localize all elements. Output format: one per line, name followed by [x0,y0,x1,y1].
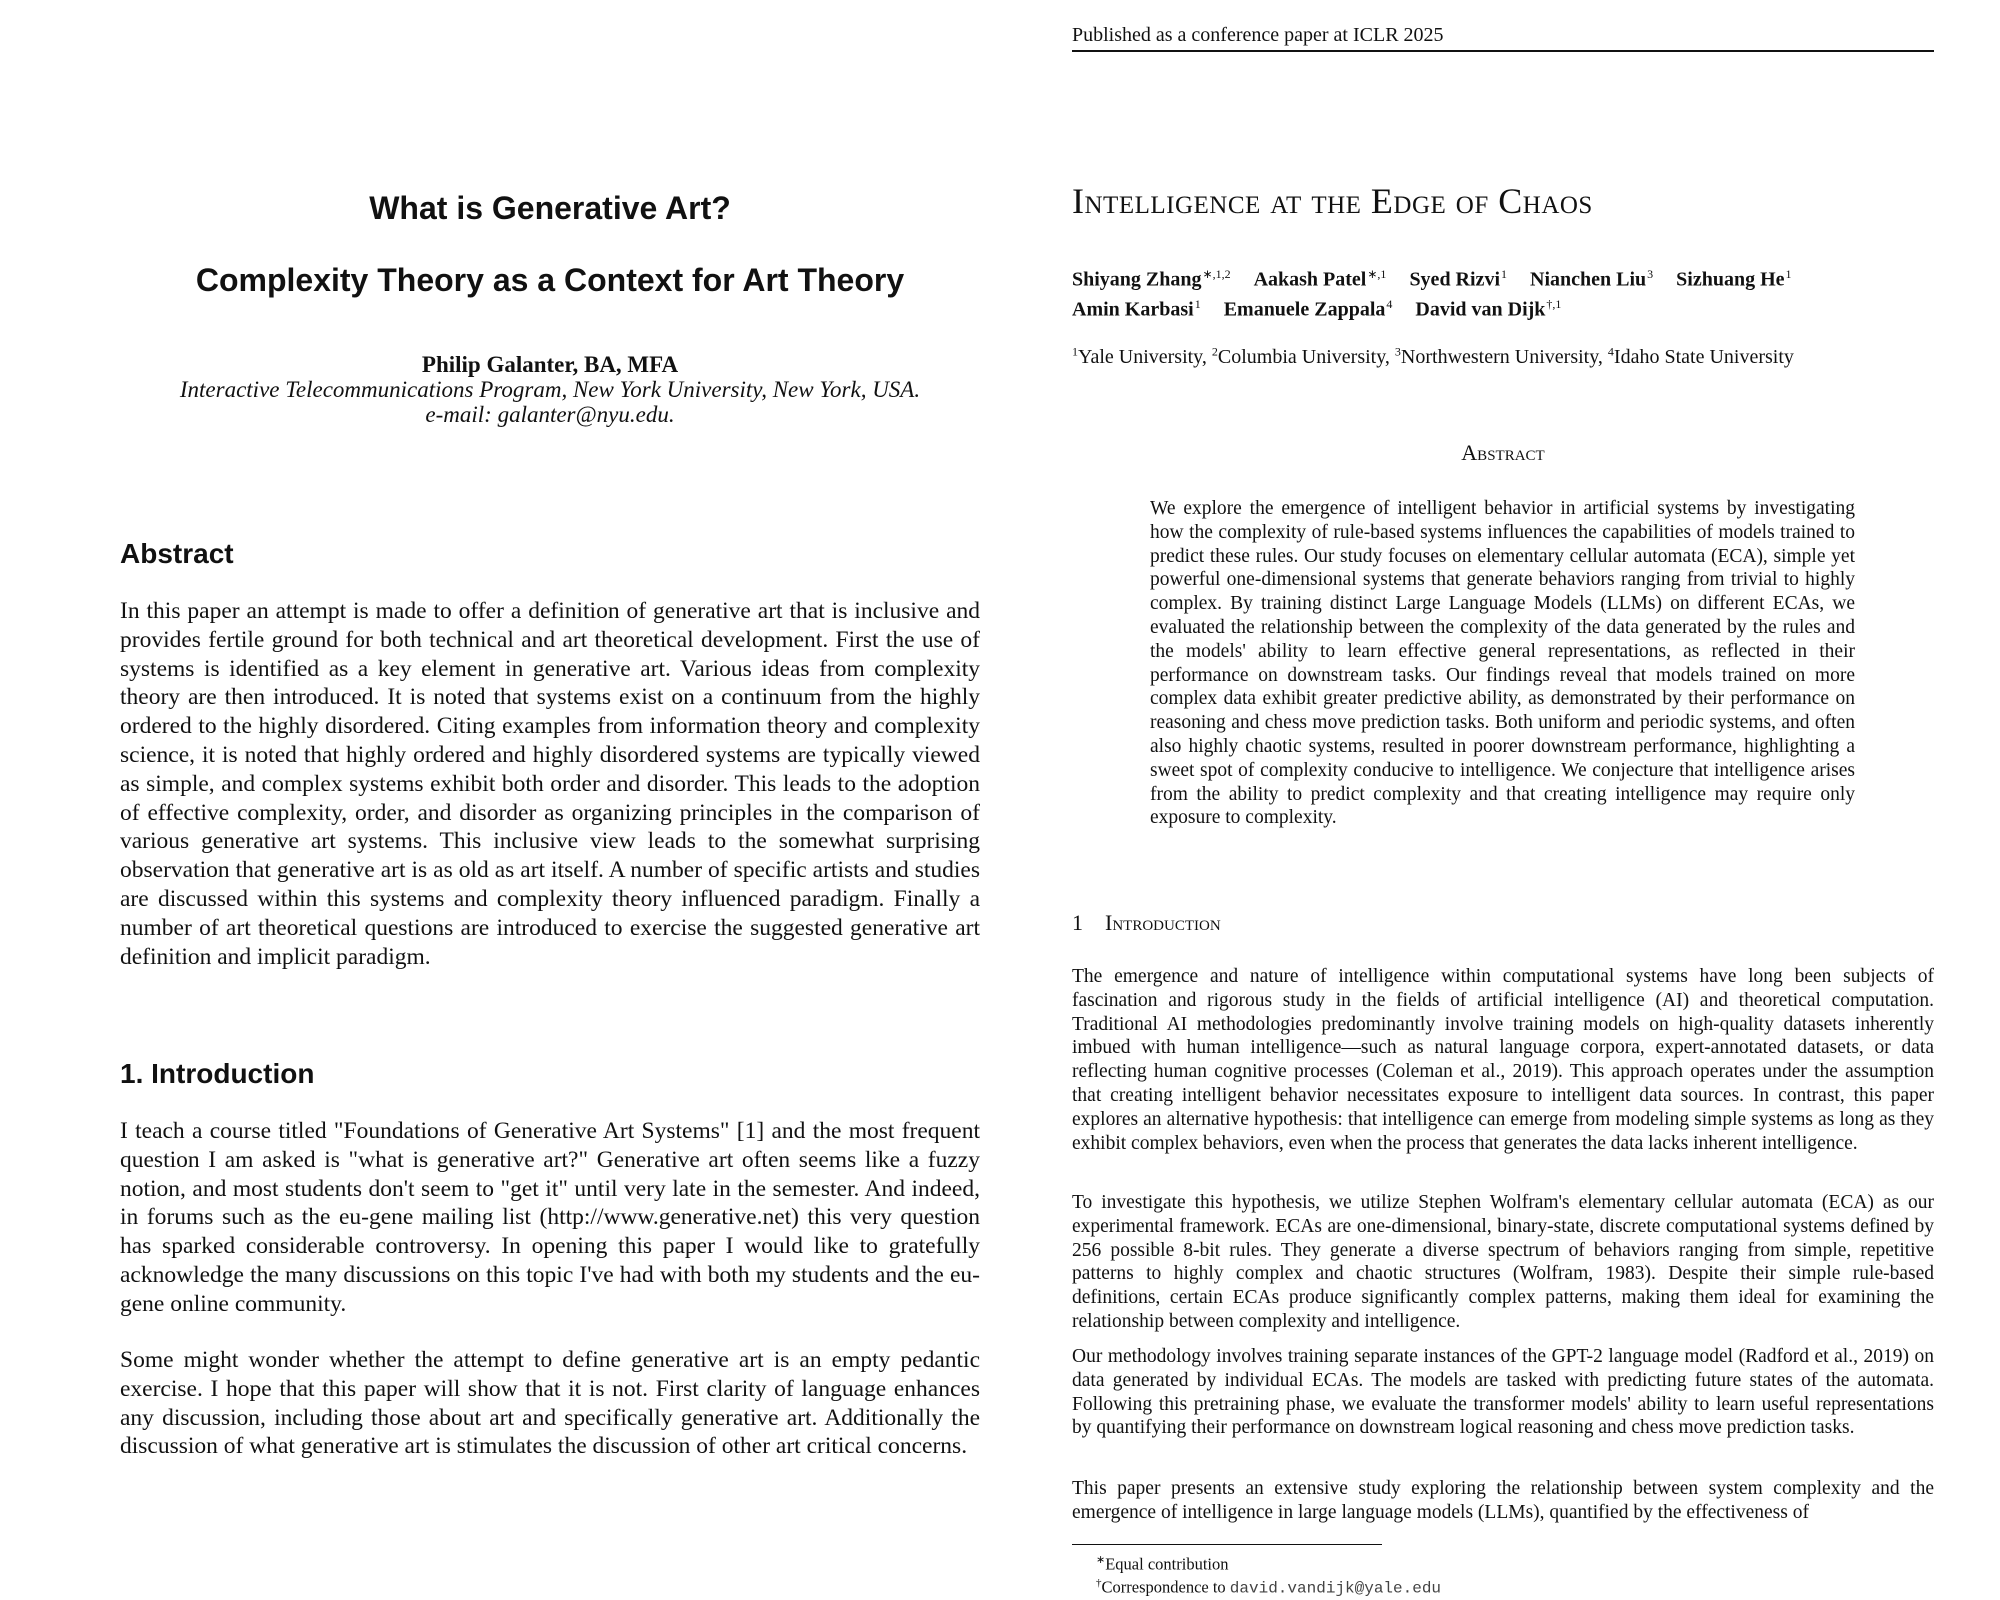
footnote-mark: ∗ [1096,1554,1106,1566]
author-mark: ∗,1 [1367,267,1387,281]
affiliation-mark: 1 [1072,344,1078,358]
right-abstract-text: We explore the emergence of intelligent behavior in artificial systems by investigating how the complexity of rule-based systems influences the capabilities of models trained to predict these rules. Our study focuses on elementary cellular automata (ECA), simple yet powerful one-dimensional systems that generate behaviors ranging from trivial to highly complex. By training distinct Large Language Models (LLMs) on different ECAs, we evaluated the relationship between the complexity of the data generated by the rules and the models' ability to learn effective general representations, as reflected in their performance on downstream tasks. Our findings reveal that models trained on more complex data exhibit greater predictive ability, as demonstrated by their performance on reasoning and chess move prediction tasks. Both uniform and periodic systems, and often also highly chaotic systems, resulted in poorer downstream performance, highlighting a sweet spot of complexity conducive to intelligence. We conjecture that intelligence arises from the ability to predict complexity and that creating intelligence may require only exposure to complexity. [1150,498,1855,829]
author [1530,262,1653,292]
left-paper-subtitle: Complexity Theory as a Context for Art Theory [195,262,905,298]
affiliation [1395,346,1603,368]
correspondence-email: david.vandijk@yale.edu [1229,1579,1442,1598]
section-title: Introduction [1105,910,1221,935]
left-paper-author: Philip Galanter, BA, MFA [421,352,679,377]
affiliation-name: Yale University, [1078,345,1207,368]
author [1415,292,1561,322]
right-intro-paragraph-3: Our methodology involves training separate instances of the GPT-2 language model (Radford et al., 2019) on data generated by individual ECAs. The models are tasked with predicting future states of the automata. Following this pretraining phase, we evaluate the transformer models' ability to learn useful representations by quantifying their performance on downstream logical reasoning and chess move prediction tasks. [1072,1346,1934,1439]
left-abstract-heading: Abstract [120,538,234,569]
author [1254,262,1387,292]
section-number: 1 [1072,910,1083,935]
author-name: Syed Rizvi [1409,268,1500,291]
author [1676,262,1791,292]
left-paper-affiliation: Interactive Telecommunications Program, New York University, New York, USA. [179,377,921,402]
left-intro-paragraph-2: Some might wonder whether the attempt to define generative art is an empty pedantic exercise. I hope that this paper will show that it is not. First clarity of language enhances any discussion, including those about art and specifically generative art. Additionally the discussion of what generative art is stimulates the discussion of other art critical concerns. [120,1347,980,1460]
left-intro-paragraph-1: I teach a course titled "Foundations of Generative Art Systems" [1] and the most frequent question I am asked is "what is generative art?" Generative art often seems like a fuzzy notion, and most students don't seem to "get it" until very late in the semester. And indeed, in forums such as the eu-gene mailing list (http://www.generative.net) this very question has sparked considerable controversy. In opening this paper I would like to gratefully acknowledge the many discussions on this topic I've had with both my students and the eu-gene online community. [120,1118,980,1317]
footnote-divider [1072,1544,1382,1545]
right-intro-heading [1072,910,1221,936]
author-mark: 1 [1785,267,1792,281]
author-name: David van Dijk [1415,298,1546,321]
right-intro-paragraph-4: This paper presents an extensive study exploring the relationship between system complexity and the emergence of intelligence in large language models (LLMs), quantified by the effectiveness of [1072,1478,1934,1523]
footnote-mark: † [1096,1577,1102,1589]
affiliation [1212,346,1390,368]
affiliations [1072,344,1794,369]
author-mark: 3 [1647,267,1654,281]
author-name: Sizhuang He [1676,268,1785,291]
footnote-correspondence [1096,1572,1441,1600]
author-mark: ∗,1,2 [1202,267,1231,281]
conference-header: Published as a conference paper at ICLR 2025 [1072,24,1934,52]
author [1409,262,1507,292]
left-paper-title: What is Generative Art? [369,190,731,226]
author-mark: †,1 [1546,296,1562,311]
author-name: Emanuele Zappala [1223,298,1386,321]
right-intro-paragraph-2: To investigate this hypothesis, we utilize Stephen Wolfram's elementary cellular automata (ECA) as our experimental framework. ECAs are one-dimensional, binary-state, discrete computational systems defined by 256 possible 8-bit rules. They generate a diverse spectrum of behaviors ranging from simple, repetitive patterns to highly complex and chaotic structures (Wolfram, 1983). Despite their simple rule-based definitions, certain ECAs produce significantly complex patterns, making them ideal for examining the relationship between complexity and intelligence. [1072,1192,1934,1332]
left-intro-heading: 1. Introduction [120,1058,315,1089]
author [1224,292,1393,322]
affiliation [1072,346,1207,368]
author-name: Shiyang Zhang [1072,268,1202,291]
affiliation-name: Northwestern University, [1400,345,1603,368]
footnote-text: Equal contribution [1105,1554,1229,1574]
affiliation-mark: 3 [1394,344,1401,358]
author-mark: 1 [1501,267,1507,281]
right-intro-paragraph-1: The emergence and nature of intelligence within computational systems have long been subjects of fascination and rigorous study in the fields of artificial intelligence (AI) and theoretical computation. Traditional AI methodologies predominantly involve training models on high-quality datasets inherently imbued with human intelligence—such as natural language corpora, expert-annotated datasets, or data reflecting human cognitive processes (Coleman et al., 2019). This approach operates under the assumption that creating intelligent behavior necessitates exposure to intelligent data sources. In contrast, this paper explores an alternative hypothesis: that intelligence can emerge from modeling simple systems as long as they exhibit complex behaviors, even when the process that generates the data lacks inherent intelligence. [1072,966,1934,1154]
right-abstract-heading: Abstract [1461,440,1545,465]
left-abstract-text: In this paper an attempt is made to offer a definition of generative art that is inclusive and provides fertile ground for both technical and art theoretical development. First the use of systems is identified as a key element in generative art. Various ideas from complexity theory are then introduced. It is noted that systems exist on a continuum from the highly ordered to the highly disordered. Citing examples from information theory and complexity science, it is noted that highly ordered and highly disordered systems are typically viewed as simple, and complex systems exhibit both order and disorder. This leads to the adoption of effective complexity, order, and disorder as organizing principles in the comparison of various generative art systems. This inclusive view leads to the somewhat surprising observation that generative art is as old as art itself. A number of specific artists and studies are discussed within this systems and complexity theory influenced paradigm. Finally a number of art theoretical questions are introduced to exercise the suggested generative art definition and implicit paradigm. [120,598,980,970]
affiliation-mark: 4 [1607,344,1614,358]
author-mark: 1 [1194,296,1201,311]
affiliation [1608,346,1794,368]
author-name: Amin Karbasi [1072,298,1194,321]
author-list [1072,262,1952,321]
author [1072,262,1231,292]
footnote-text: Correspondence to [1101,1577,1226,1597]
author-name: Nianchen Liu [1530,268,1647,291]
right-paper-title: Intelligence at the Edge of Chaos [1072,181,1593,221]
author [1072,292,1201,322]
affiliation-name: Columbia University, [1217,345,1390,368]
left-paper-email: e-mail: galanter@nyu.edu. [425,402,675,427]
affiliation-mark: 2 [1211,344,1218,358]
author-mark: 4 [1386,296,1393,311]
affiliation-name: Idaho State University [1613,345,1794,368]
author-name: Aakash Patel [1253,268,1367,291]
